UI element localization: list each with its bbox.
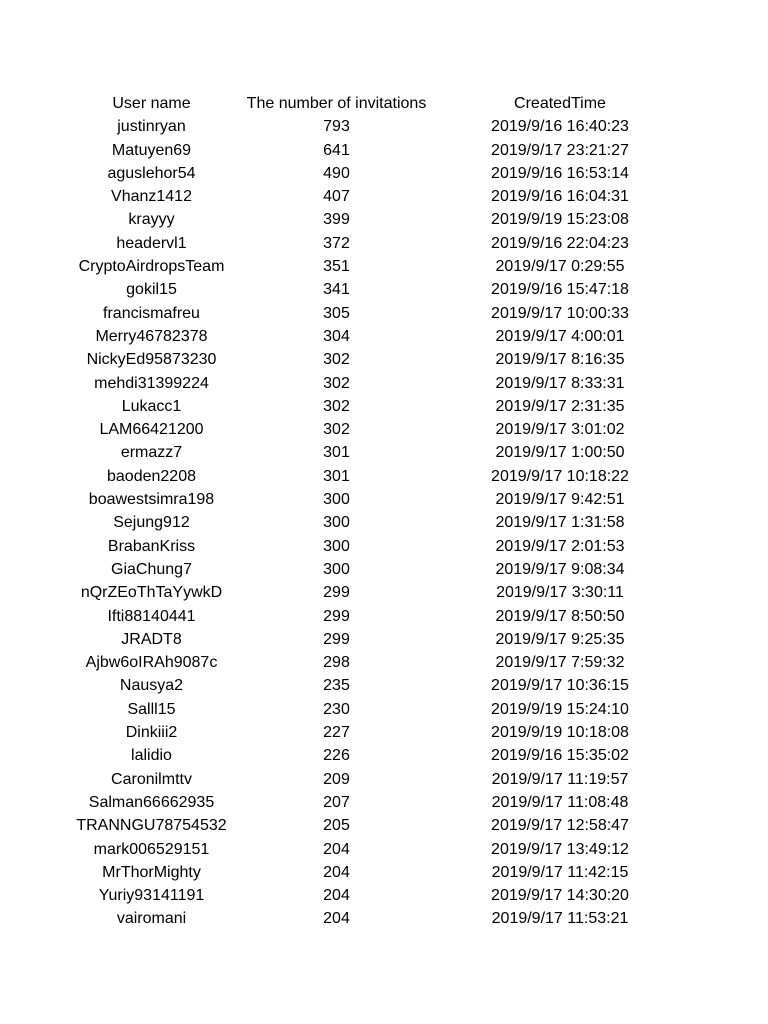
cell-invitations: 302 xyxy=(323,351,350,369)
cell-invitations: 490 xyxy=(323,164,350,182)
cell-user-name: GiaChung7 xyxy=(111,560,192,578)
cell-user-name: Lukacc1 xyxy=(121,397,182,415)
table-body xyxy=(60,115,700,930)
table-row xyxy=(60,418,700,441)
table-row xyxy=(60,721,700,744)
table-row xyxy=(60,558,700,581)
cell-invitations: 209 xyxy=(323,770,350,788)
cell-created-time: 2019/9/16 16:53:14 xyxy=(491,164,629,182)
cell-user-name: krayyy xyxy=(128,211,175,229)
cell-invitations: 226 xyxy=(323,747,350,765)
table-row xyxy=(60,814,700,837)
cell-invitations: 230 xyxy=(323,700,350,718)
cell-created-time: 2019/9/17 8:16:35 xyxy=(495,351,625,369)
table-row xyxy=(60,441,700,464)
cell-user-name: BrabanKriss xyxy=(107,537,196,555)
table-row xyxy=(60,325,700,348)
cell-created-time: 2019/9/19 15:23:08 xyxy=(491,211,629,229)
cell-created-time: 2019/9/17 1:31:58 xyxy=(495,514,625,532)
cell-created-time: 2019/9/17 4:00:01 xyxy=(495,327,625,345)
cell-created-time: 2019/9/17 10:36:15 xyxy=(491,677,629,695)
cell-user-name: Salll15 xyxy=(127,700,176,718)
cell-created-time: 2019/9/17 0:29:55 xyxy=(495,258,625,276)
cell-invitations: 300 xyxy=(323,560,350,578)
table-row xyxy=(60,651,700,674)
cell-invitations: 227 xyxy=(323,724,350,742)
table-header-row xyxy=(60,92,700,115)
table-row xyxy=(60,535,700,558)
cell-user-name: mehdi31399224 xyxy=(94,374,209,392)
cell-user-name: Ajbw6oIRAh9087c xyxy=(85,654,218,672)
table-row xyxy=(60,838,700,861)
cell-created-time: 2019/9/17 3:01:02 xyxy=(495,421,625,439)
table-row xyxy=(60,465,700,488)
cell-invitations: 302 xyxy=(323,397,350,415)
table-row xyxy=(60,488,700,511)
cell-invitations: 407 xyxy=(323,188,350,206)
cell-created-time: 2019/9/17 7:59:32 xyxy=(495,654,625,672)
cell-created-time: 2019/9/17 13:49:12 xyxy=(491,840,629,858)
cell-invitations: 205 xyxy=(323,817,350,835)
cell-created-time: 2019/9/17 2:31:35 xyxy=(495,397,625,415)
cell-invitations: 204 xyxy=(323,863,350,881)
cell-user-name: baoden2208 xyxy=(107,467,196,485)
table-row xyxy=(60,372,700,395)
cell-user-name: JRADT8 xyxy=(121,630,182,648)
cell-created-time: 2019/9/17 10:18:22 xyxy=(491,467,629,485)
cell-created-time: 2019/9/16 16:04:31 xyxy=(491,188,629,206)
cell-invitations: 298 xyxy=(323,654,350,672)
cell-invitations: 793 xyxy=(323,118,350,136)
cell-invitations: 207 xyxy=(323,793,350,811)
table-row xyxy=(60,511,700,534)
cell-created-time: 2019/9/17 8:33:31 xyxy=(495,374,625,392)
cell-created-time: 2019/9/17 23:21:27 xyxy=(491,141,629,159)
cell-created-time: 2019/9/17 9:25:35 xyxy=(495,630,625,648)
cell-invitations: 204 xyxy=(323,887,350,905)
cell-user-name: Caronilmttv xyxy=(111,770,192,788)
cell-user-name: Salman66662935 xyxy=(88,793,215,811)
column-header-created-time: CreatedTime xyxy=(514,95,606,112)
invitations-table xyxy=(60,92,700,931)
cell-user-name: aguslehor54 xyxy=(107,164,196,182)
cell-user-name: gokil15 xyxy=(126,281,177,299)
cell-created-time: 2019/9/17 8:50:50 xyxy=(495,607,625,625)
cell-created-time: 2019/9/16 15:35:02 xyxy=(491,747,629,765)
cell-user-name: francismafreu xyxy=(103,304,200,322)
table-row xyxy=(60,861,700,884)
cell-invitations: 304 xyxy=(323,327,350,345)
column-header-user-name: User name xyxy=(112,95,191,112)
cell-user-name: vairomani xyxy=(116,910,187,928)
table-row xyxy=(60,162,700,185)
cell-user-name: Matuyen69 xyxy=(111,141,192,159)
cell-user-name: Nausya2 xyxy=(119,677,184,695)
cell-invitations: 300 xyxy=(323,537,350,555)
table-row xyxy=(60,185,700,208)
cell-invitations: 235 xyxy=(323,677,350,695)
cell-created-time: 2019/9/19 15:24:10 xyxy=(491,700,629,718)
cell-created-time: 2019/9/19 10:18:08 xyxy=(491,724,629,742)
cell-user-name: NickyEd95873230 xyxy=(86,351,217,369)
cell-created-time: 2019/9/17 10:00:33 xyxy=(491,304,629,322)
cell-created-time: 2019/9/17 3:30:11 xyxy=(496,584,624,602)
cell-user-name: Merry46782378 xyxy=(95,327,208,345)
table-row xyxy=(60,698,700,721)
cell-user-name: boawestsimra198 xyxy=(88,491,215,509)
cell-user-name: Ifti88140441 xyxy=(107,607,196,625)
cell-invitations: 351 xyxy=(323,258,350,276)
cell-user-name: Dinkiii2 xyxy=(125,724,178,742)
cell-invitations: 300 xyxy=(323,514,350,532)
table-row xyxy=(60,581,700,604)
cell-user-name: Vhanz1412 xyxy=(111,188,192,206)
table-row xyxy=(60,232,700,255)
cell-created-time: 2019/9/17 11:53:21 xyxy=(491,910,629,928)
cell-invitations: 372 xyxy=(323,234,350,252)
cell-created-time: 2019/9/17 12:58:47 xyxy=(491,817,629,835)
cell-created-time: 2019/9/16 22:04:23 xyxy=(491,234,629,252)
cell-user-name: LAM66421200 xyxy=(99,421,204,439)
cell-invitations: 301 xyxy=(323,467,350,485)
cell-created-time: 2019/9/16 15:47:18 xyxy=(491,281,629,299)
cell-created-time: 2019/9/17 11:42:15 xyxy=(491,863,629,881)
cell-created-time: 2019/9/17 11:19:57 xyxy=(491,770,629,788)
table-row xyxy=(60,768,700,791)
cell-user-name: ermazz7 xyxy=(120,444,183,462)
cell-user-name: justinryan xyxy=(117,118,186,136)
table-row xyxy=(60,278,700,301)
table-row xyxy=(60,907,700,930)
cell-created-time: 2019/9/17 2:01:53 xyxy=(495,537,625,555)
table-row xyxy=(60,605,700,628)
cell-created-time: 2019/9/16 16:40:23 xyxy=(491,118,629,136)
cell-user-name: TRANNGU78754532 xyxy=(76,817,227,835)
table-row xyxy=(60,115,700,138)
table-row xyxy=(60,791,700,814)
cell-created-time: 2019/9/17 14:30:20 xyxy=(491,887,629,905)
cell-created-time: 2019/9/17 11:08:48 xyxy=(491,793,629,811)
cell-user-name: Yuriy93141191 xyxy=(98,887,205,905)
cell-created-time: 2019/9/17 9:42:51 xyxy=(495,491,625,509)
table-row xyxy=(60,744,700,767)
cell-created-time: 2019/9/17 1:00:50 xyxy=(495,444,625,462)
cell-invitations: 302 xyxy=(323,374,350,392)
table-row xyxy=(60,395,700,418)
cell-user-name: MrThorMighty xyxy=(102,863,201,881)
cell-invitations: 305 xyxy=(323,304,350,322)
table-row xyxy=(60,302,700,325)
table-row xyxy=(60,348,700,371)
cell-invitations: 399 xyxy=(323,211,350,229)
cell-invitations: 300 xyxy=(323,491,350,509)
cell-invitations: 302 xyxy=(323,421,350,439)
cell-user-name: CryptoAirdropsTeam xyxy=(78,258,225,276)
cell-invitations: 341 xyxy=(323,281,350,299)
cell-user-name: lalidio xyxy=(131,747,172,765)
table-row xyxy=(60,884,700,907)
table-row xyxy=(60,674,700,697)
table-row xyxy=(60,255,700,278)
table-row xyxy=(60,628,700,651)
cell-invitations: 299 xyxy=(323,630,350,648)
cell-user-name: mark006529151 xyxy=(93,840,210,858)
column-header-invitations: The number of invitations xyxy=(246,95,427,112)
table-row xyxy=(60,139,700,162)
cell-user-name: Sejung912 xyxy=(113,514,190,532)
cell-invitations: 299 xyxy=(323,584,350,602)
cell-invitations: 204 xyxy=(323,840,350,858)
cell-invitations: 301 xyxy=(323,444,350,462)
table-row xyxy=(60,208,700,231)
cell-invitations: 204 xyxy=(323,910,350,928)
cell-invitations: 641 xyxy=(323,141,350,159)
cell-created-time: 2019/9/17 9:08:34 xyxy=(495,560,625,578)
cell-invitations: 299 xyxy=(323,607,350,625)
cell-user-name: nQrZEoThTaYywkD xyxy=(80,584,223,602)
cell-user-name: headervl1 xyxy=(116,234,187,252)
